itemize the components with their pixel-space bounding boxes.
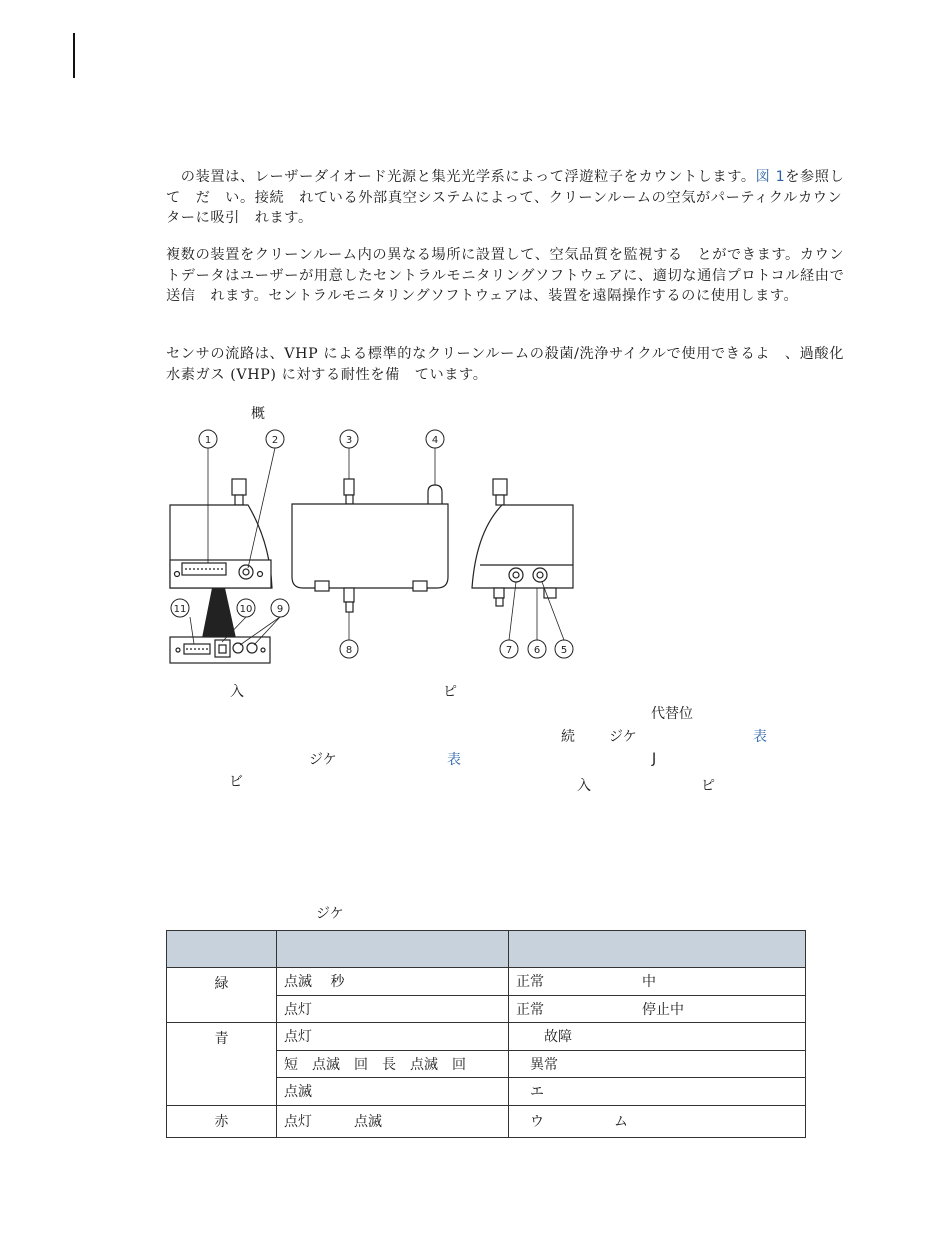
led-pattern-cell: 点灯 点滅	[277, 1105, 509, 1138]
led-color-cell: 赤	[167, 1105, 277, 1138]
led-meaning-cell: 故障	[509, 1023, 806, 1051]
svg-text:8: 8	[345, 645, 353, 656]
handle-tab	[428, 485, 442, 504]
led-color-cell: 青	[167, 1023, 277, 1106]
led-pattern-cell: 短 点滅 回 長 点滅 回	[277, 1050, 509, 1078]
svg-text:11: 11	[173, 604, 187, 615]
table-row	[167, 1105, 806, 1138]
callout-11	[171, 599, 189, 617]
led-meaning-cell: 正常 中	[509, 968, 806, 996]
callout-10	[237, 599, 255, 617]
callout-6	[528, 640, 546, 658]
tube-fitting	[232, 479, 246, 495]
legend-text: J	[652, 751, 657, 767]
table-header-cell	[167, 931, 277, 968]
led-pattern-cell: 点灯	[277, 995, 509, 1023]
svg-text:5: 5	[560, 645, 568, 656]
callout-9	[271, 599, 289, 617]
unit-top-housing	[292, 504, 448, 588]
table-header-row	[167, 931, 806, 968]
legend-text: ジケ	[309, 752, 337, 768]
paragraph-monitoring: 複数の装置をクリーンルーム内の異なる場所に設置して、空気品質を監視する とができます。カウントデータはユーザーが用意したセントラルモニタリングソフトウェアに、適切な通信プロトコル経由で送信 れます。セントラルモニタリングソフトウェアは、装置を遠隔操作するのに使用します。	[166, 247, 845, 304]
legend-text: 入	[230, 684, 244, 700]
legend-text: 入	[577, 778, 591, 794]
figure-title: 概	[251, 406, 265, 422]
legend-text: ビ	[229, 774, 243, 790]
callout-3	[340, 430, 358, 448]
connector-strip	[182, 563, 226, 575]
callout-8	[340, 640, 358, 658]
callout-7	[500, 640, 518, 658]
port-7	[509, 568, 523, 582]
legend-text: ピ	[701, 778, 715, 794]
led-pattern-cell: 点灯	[277, 1023, 509, 1051]
margin-change-bar	[73, 33, 75, 78]
round-port	[239, 565, 253, 579]
paragraph-overview	[166, 167, 856, 229]
legend-text: ジケ	[609, 729, 637, 745]
legend-text: 代替位	[651, 706, 693, 722]
table-link[interactable]: 表	[753, 729, 767, 745]
paragraph-text: の装置は、レーザーダイオード光源と集光光学系によって浮遊粒子をカウントします。	[166, 169, 756, 185]
figure-1-link[interactable]: 図 1	[755, 169, 786, 185]
table-header-cell	[509, 931, 806, 968]
table-link[interactable]: 表	[447, 752, 461, 768]
led-meaning-cell: 正常 停止中	[509, 995, 806, 1023]
svg-text:7: 7	[505, 645, 513, 656]
paragraph-text: を参照して だ い。接続 れている外部真空システムによって、クリーンルームの空気がパーティクルカウンターに吸引 れます。	[166, 169, 845, 226]
svg-text:10: 10	[239, 604, 253, 615]
table-header-cell	[277, 931, 509, 968]
status-led-table	[166, 930, 806, 1138]
callout-1	[199, 430, 217, 448]
paragraph-vhp: センサの流路は、VHP による標準的なクリーンルームの殺菌/洗浄サイクルで使用できるよ 、過酸化水素ガス (VHP) に対する耐性を備 ています。	[166, 346, 844, 383]
zoom-wedge	[202, 588, 236, 638]
table-row	[167, 968, 806, 996]
product-overview-figure	[160, 422, 620, 667]
svg-text:9: 9	[276, 604, 284, 615]
svg-text:1: 1	[204, 435, 212, 446]
legend-text: 続	[561, 729, 575, 745]
led-color-cell: 緑	[167, 968, 277, 1023]
callout-5	[555, 640, 573, 658]
led-meaning-cell: 異常	[509, 1050, 806, 1078]
callout-2	[266, 430, 284, 448]
led-meaning-cell: エ	[509, 1078, 806, 1106]
svg-text:4: 4	[431, 435, 439, 446]
port-5	[533, 568, 547, 582]
svg-text:6: 6	[533, 645, 541, 656]
table-row	[167, 1023, 806, 1051]
svg-text:3: 3	[345, 435, 353, 446]
callout-4	[426, 430, 444, 448]
led-pattern-cell: 点滅 秒	[277, 968, 509, 996]
led-meaning-cell: ウ ム	[509, 1105, 806, 1138]
legend-text: ピ	[443, 684, 457, 700]
svg-text:2: 2	[271, 435, 279, 446]
led-pattern-cell: 点滅	[277, 1078, 509, 1106]
table-title: ジケ	[316, 906, 344, 922]
ethernet-port	[215, 640, 230, 657]
